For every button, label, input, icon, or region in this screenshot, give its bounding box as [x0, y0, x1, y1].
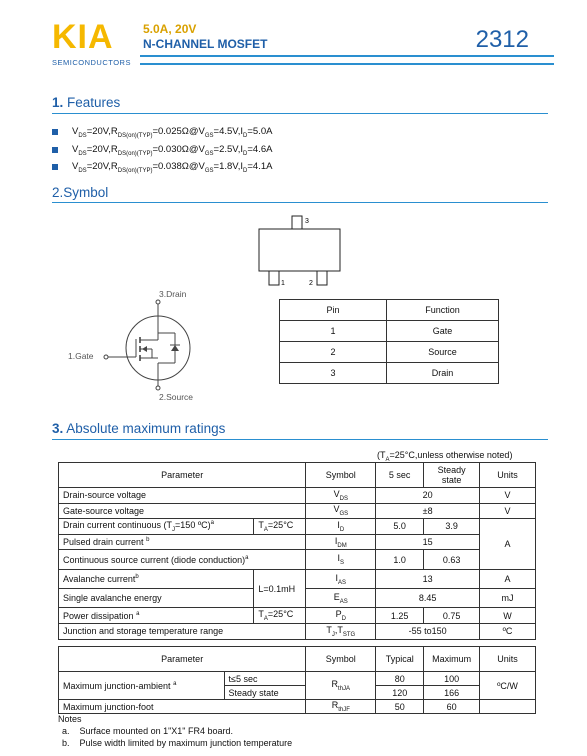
- symbol-cell: $T_J,T_{STG}$: [306, 623, 376, 639]
- logo-subtitle: SEMICONDUCTORS: [52, 58, 131, 67]
- symbol-cell: $I_D$: [306, 519, 376, 535]
- table-row: [59, 534, 536, 550]
- symbol-cell: $V_{DS}$: [306, 488, 376, 504]
- unit-cell: V: [480, 488, 536, 504]
- unit-cell: ºC/W: [480, 672, 536, 700]
- symbol-cell: $E_{AS}$: [306, 589, 376, 608]
- value-cell: 166: [424, 686, 480, 700]
- pin-header: Pin: [280, 300, 387, 321]
- table-row: [59, 623, 536, 639]
- value-cell: 120: [376, 686, 424, 700]
- units-header: Units: [480, 463, 536, 488]
- unit-cell: A: [480, 570, 536, 589]
- function-cell: Drain: [387, 363, 499, 384]
- steady-header: Steady state: [424, 463, 480, 488]
- value-cell: 15: [376, 534, 480, 550]
- param-cell: Power dissipation $^a$: [59, 608, 254, 624]
- feature-item: $V_{DS}=20V,R_{DS(on)(TYP)}=0.025\Omega@V_{GS}=4.5V,I_D=5.0A$: [52, 126, 272, 139]
- ratings-rule: [52, 439, 548, 440]
- condition-cell: $T_A=25^\circ C$: [254, 519, 306, 535]
- unit-cell: [480, 700, 536, 714]
- value-cell: ±8: [376, 503, 480, 519]
- symbol-header: Symbol: [306, 463, 376, 488]
- table-row: [59, 700, 536, 714]
- param-cell: Avalanche current$^b$: [59, 570, 254, 589]
- function-cell: Source: [387, 342, 499, 363]
- sec5-header: 5 sec: [376, 463, 424, 488]
- table-row: [280, 342, 499, 363]
- header-rule-top: [140, 55, 554, 57]
- bullet-icon: [52, 164, 58, 170]
- param-cell: Drain-source voltage: [59, 488, 306, 504]
- table-row: [280, 321, 499, 342]
- features-rule: [52, 113, 548, 114]
- pkg-pin1-label: 1: [281, 280, 285, 287]
- source-label: 2.Source: [159, 392, 194, 402]
- value-cell: 80: [376, 672, 424, 686]
- condition-cell: t≤5 sec: [224, 672, 306, 686]
- param-cell: Maximum junction-foot: [59, 700, 306, 714]
- symbol-rule: [52, 202, 548, 203]
- condition-cell: $T_A=25^\circ C$: [254, 608, 306, 624]
- table-row: [59, 503, 536, 519]
- condition-cell: L=0.1mH: [254, 570, 306, 608]
- table-row: [59, 672, 536, 686]
- value-cell: 50: [376, 700, 424, 714]
- table-row: [280, 363, 499, 384]
- feature-item: $V_{DS}=20V,R_{DS(on)(TYP)}=0.030\Omega@V_{GS}=2.5V,I_D=4.6A$: [52, 144, 272, 157]
- symbol-header: Symbol: [306, 647, 376, 672]
- table-row: [59, 570, 536, 589]
- symbol-cell: $R_{thJA}$: [306, 672, 376, 700]
- symbol-cell: $R_{thJF}$: [306, 700, 376, 714]
- symbol-cell: $I_{AS}$: [306, 570, 376, 589]
- ratings-condition: ($T_A=25^\circ C,unless$ otherwise noted): [377, 450, 513, 463]
- symbol-cell: $V_{GS}$: [306, 503, 376, 519]
- unit-cell: ºC: [480, 623, 536, 639]
- ratings-heading: 3. Absolute maximum ratings: [52, 421, 226, 436]
- unit-cell: V: [480, 503, 536, 519]
- maximum-header: Maximum: [424, 647, 480, 672]
- pin-cell: 2: [280, 342, 387, 363]
- feature-item: $V_{DS}=20V,R_{DS(on)(TYP)}=0.038\Omega@V_{GS}=1.8V,I_D=4.1A$: [52, 161, 272, 174]
- company-logo: KIA: [52, 18, 114, 56]
- table-row: [59, 488, 536, 504]
- unit-cell: W: [480, 608, 536, 624]
- value-cell: 5.0: [376, 519, 424, 535]
- sot23-package-icon: [255, 212, 345, 287]
- pin-cell: 3: [280, 363, 387, 384]
- table-row: [59, 550, 536, 570]
- features-heading: 1. Features: [52, 95, 121, 110]
- value-cell: 0.63: [424, 550, 480, 570]
- param-cell: Drain current continuous ($T_J=150$ ºC)$^a$: [59, 519, 254, 535]
- units-header: Units: [480, 647, 536, 672]
- symbol-heading: 2.Symbol: [52, 185, 109, 200]
- pkg-pin3-label: 3: [305, 218, 309, 225]
- pin-function-table: [279, 299, 499, 384]
- value-cell: 1.25: [376, 608, 424, 624]
- value-cell: 8.45: [376, 589, 480, 608]
- value-cell: 60: [424, 700, 480, 714]
- note-b: b. Pulse width limited by maximum junction temperature: [62, 738, 293, 748]
- drain-label: 3.Drain: [159, 289, 187, 299]
- pkg-pin2-label: 2: [309, 280, 313, 287]
- symbol-cell: $I_S$: [306, 550, 376, 570]
- mosfet-symbol-icon: [60, 285, 210, 405]
- pin-cell: 1: [280, 321, 387, 342]
- table-row: [59, 519, 536, 535]
- condition-cell: Steady state: [224, 686, 306, 700]
- product-type: N-CHANNEL MOSFET: [143, 37, 268, 51]
- table-header-row: [59, 463, 536, 488]
- value-cell: 0.75: [424, 608, 480, 624]
- param-cell: Continuous source current (diode conduction)$^a$: [59, 550, 306, 570]
- part-number: 2312: [475, 26, 529, 53]
- notes-title: Notes: [58, 714, 82, 724]
- param-header: Parameter: [59, 463, 306, 488]
- table-row: [59, 608, 536, 624]
- notes: [58, 713, 292, 749]
- unit-cell: mJ: [480, 589, 536, 608]
- param-cell: Gate-source voltage: [59, 503, 306, 519]
- value-cell: -55 to150: [376, 623, 480, 639]
- function-header: Function: [387, 300, 499, 321]
- value-cell: 20: [376, 488, 480, 504]
- gate-label: 1.Gate: [68, 351, 94, 361]
- bullet-icon: [52, 129, 58, 135]
- thermal-resistance-table: [58, 646, 536, 714]
- value-cell: 100: [424, 672, 480, 686]
- absolute-ratings-table: [58, 462, 536, 640]
- table-header-row: [59, 647, 536, 672]
- param-cell: Junction and storage temperature range: [59, 623, 306, 639]
- param-cell: Pulsed drain current $^b$: [59, 534, 306, 550]
- function-cell: Gate: [387, 321, 499, 342]
- param-cell: Single avalanche energy: [59, 589, 254, 608]
- typical-header: Typical: [376, 647, 424, 672]
- symbol-cell: $P_D$: [306, 608, 376, 624]
- header-rule-bottom: [140, 63, 554, 65]
- param-cell: Maximum junction-ambient $^a$: [59, 672, 225, 700]
- unit-cell: A: [480, 519, 536, 570]
- value-cell: 3.9: [424, 519, 480, 535]
- product-rating: 5.0A, 20V: [143, 22, 197, 36]
- symbol-cell: $I_{DM}$: [306, 534, 376, 550]
- note-a: a. Surface mounted on 1"X1" FR4 board.: [62, 726, 234, 736]
- value-cell: 13: [376, 570, 480, 589]
- value-cell: 1.0: [376, 550, 424, 570]
- param-header: Parameter: [59, 647, 306, 672]
- bullet-icon: [52, 147, 58, 153]
